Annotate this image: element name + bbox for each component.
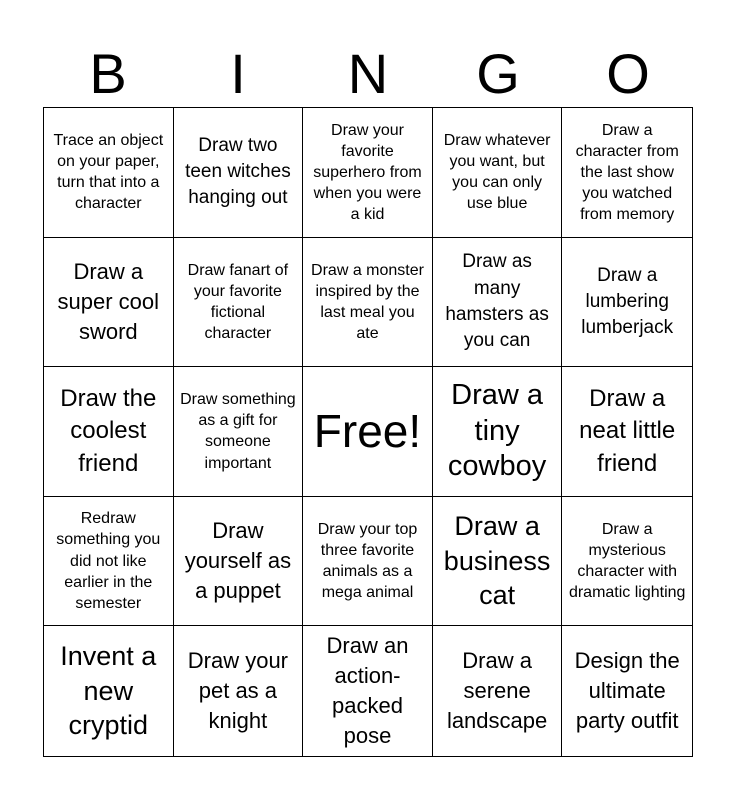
bingo-cell-r1-c4[interactable]: Draw whatever you want, but you can only use blue [433,108,563,238]
bingo-cell-r2-c2[interactable]: Draw fanart of your favorite fictional character [174,238,304,368]
bingo-cell-r2-c3[interactable]: Draw a monster inspired by the last meal you ate [303,238,433,368]
bingo-cell-r5-c1[interactable]: Invent a new cryptid [44,626,174,756]
bingo-cell-r1-c5[interactable]: Draw a character from the last show you watched from memory [562,108,692,238]
bingo-cell-r3-c2[interactable]: Draw something as a gift for someone important [174,367,304,497]
bingo-cell-r1-c2[interactable]: Draw two teen witches hanging out [174,108,304,238]
bingo-cell-r1-c1[interactable]: Trace an object on your paper, turn that into a character [44,108,174,238]
header-letter-g: G [476,42,520,105]
bingo-cell-r2-c4[interactable]: Draw as many hamsters as you can [433,238,563,368]
bingo-header [43,40,693,108]
bingo-cell-r3-c1[interactable]: Draw the coolest friend [44,367,174,497]
bingo-cell-r5-c3[interactable]: Draw an action-packed pose [303,626,433,756]
bingo-cell-r4-c4[interactable]: Draw a business cat [433,497,563,627]
header-letter-o: O [606,42,650,105]
bingo-cell-r3-c5[interactable]: Draw a neat little friend [562,367,692,497]
bingo-cell-r1-c3[interactable]: Draw your favorite superhero from when you were a kid [303,108,433,238]
bingo-cell-r4-c2[interactable]: Draw yourself as a puppet [174,497,304,627]
bingo-cell-r5-c2[interactable]: Draw your pet as a knight [174,626,304,756]
bingo-cell-r5-c5[interactable]: Design the ultimate party outfit [574,648,680,734]
header-letter-b: B [89,42,127,105]
bingo-cell-free[interactable]: Free! [303,367,433,497]
bingo-cell-r3-c4[interactable]: Draw a tiny cowboy [433,367,563,497]
bingo-cell-r4-c5[interactable]: Draw a mysterious character with dramatic lighting [562,497,692,627]
bingo-cell-r2-c5[interactable]: Draw a lumbering lumberjack [562,238,692,368]
header-letter-n: N [347,42,389,105]
bingo-cell-r4-c3[interactable]: Draw your top three favorite animals as a mega animal [303,497,433,627]
bingo-cell-r5-c4[interactable]: Draw a serene landscape [433,626,563,756]
bingo-cell-r2-c1[interactable]: Draw a super cool sword [44,238,174,368]
header-letter-i: I [230,42,246,105]
bingo-board [43,107,693,757]
bingo-cell-r4-c1[interactable]: Redraw something you did not like earlier in the semester [44,497,174,627]
